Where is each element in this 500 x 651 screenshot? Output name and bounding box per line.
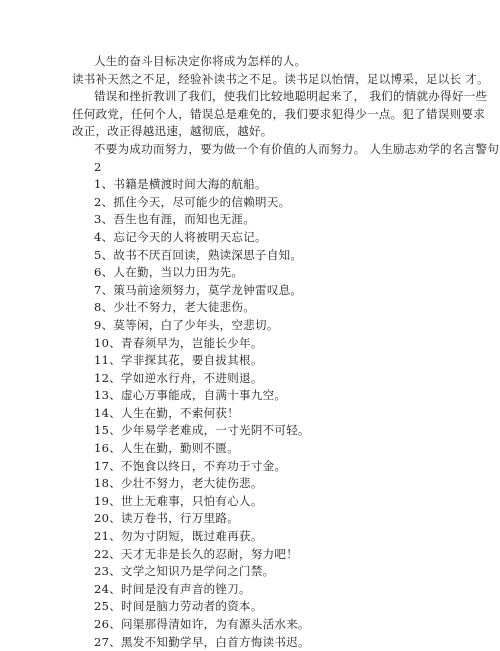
list-item: 20、读万卷书，行万里路。 [94, 511, 240, 526]
list-item: 19、世上无难事，只怕有心人。 [94, 493, 263, 508]
list-item: 3、吾生也有涯，而知也无涯。 [94, 212, 256, 227]
list-item: 27、黑发不知勤学早，白首方悔读书迟。 [94, 634, 310, 649]
paragraph-mistakes: 错误和挫折教训了我们，使我们比较地聪明起来了， 我们的情就办得好一些 [94, 89, 488, 104]
paragraph-mistakes-end: 改正，改正得越迅速，越彻底，越好。 [72, 124, 273, 139]
list-item: 16、人生在勤，勤则不匮。 [94, 441, 240, 456]
list-item: 6、人在勤，当以力田为先。 [94, 265, 244, 280]
list-item: 2、抓住今天，尽可能少的信赖明天。 [94, 194, 291, 209]
list-item: 4、忘记今天的人将被明天忘记。 [94, 229, 267, 244]
list-item: 8、少壮不努力，老大徒悲伤。 [94, 300, 256, 315]
list-item: 10、青春须早为，岂能长少年。 [94, 335, 263, 350]
paragraph-goal: 人生的奋斗目标决定你将成为怎样的人。 [94, 54, 307, 68]
list-item: 1、书籍是横渡时间大海的航船。 [94, 177, 267, 192]
list-item: 26、问渠那得清如许，为有源头活水来。 [94, 617, 310, 631]
list-item: 21、勿为寸阴短，既过难再获。 [94, 529, 263, 544]
list-item: 5、故书不厌百回读，熟读深思子自知。 [94, 247, 303, 262]
list-item: 24、时间是没有声音的锉刀。 [94, 581, 251, 596]
paragraph-reading: 读书补天然之不足，经验补读书之不足。读书足以怡情，足以博采，足以长 才。 [72, 71, 489, 86]
quote-list [72, 176, 432, 651]
list-item: 11、学非探其花，要自拔其根。 [94, 353, 263, 368]
list-item: 15、少年易学老难成，一寸光阴不可轻。 [94, 423, 310, 438]
list-item: 12、学如逆水行舟，不进则退。 [94, 370, 263, 385]
list-item: 23、文学之知识乃是学问之门禁。 [94, 564, 275, 579]
list-item: 17、不饱食以终日，不弃功于寸金。 [94, 458, 287, 473]
paragraph-value: 不要为成功而努力，要为做一个有价值的人而努力。 人生励志劝学的名言警句 [94, 141, 500, 156]
list-item: 18、少壮不努力，老大徒伤悲。 [94, 476, 263, 491]
list-item: 13、虚心万事能成，自满十事九空。 [94, 388, 287, 403]
list-item: 25、时间是脑力劳动者的资本。 [94, 599, 263, 614]
paragraph-mistakes-cont: 任何政党，任何个人，错误总是难免的，我们要求犯得少一点。犯了错误则要求 [72, 106, 485, 121]
list-item: 14、人生在勤，不索何获！ [94, 405, 240, 420]
list-item: 7、策马前途须努力，莫学龙钟雷叹息。 [94, 282, 303, 297]
list-item: 22、天才无非是长久的忍耐，努力吧！ [94, 546, 299, 561]
document-body [72, 53, 500, 651]
section-number: 2 [94, 159, 102, 174]
list-item: 9、莫等闲，白了少年头，空悲切。 [94, 317, 279, 332]
